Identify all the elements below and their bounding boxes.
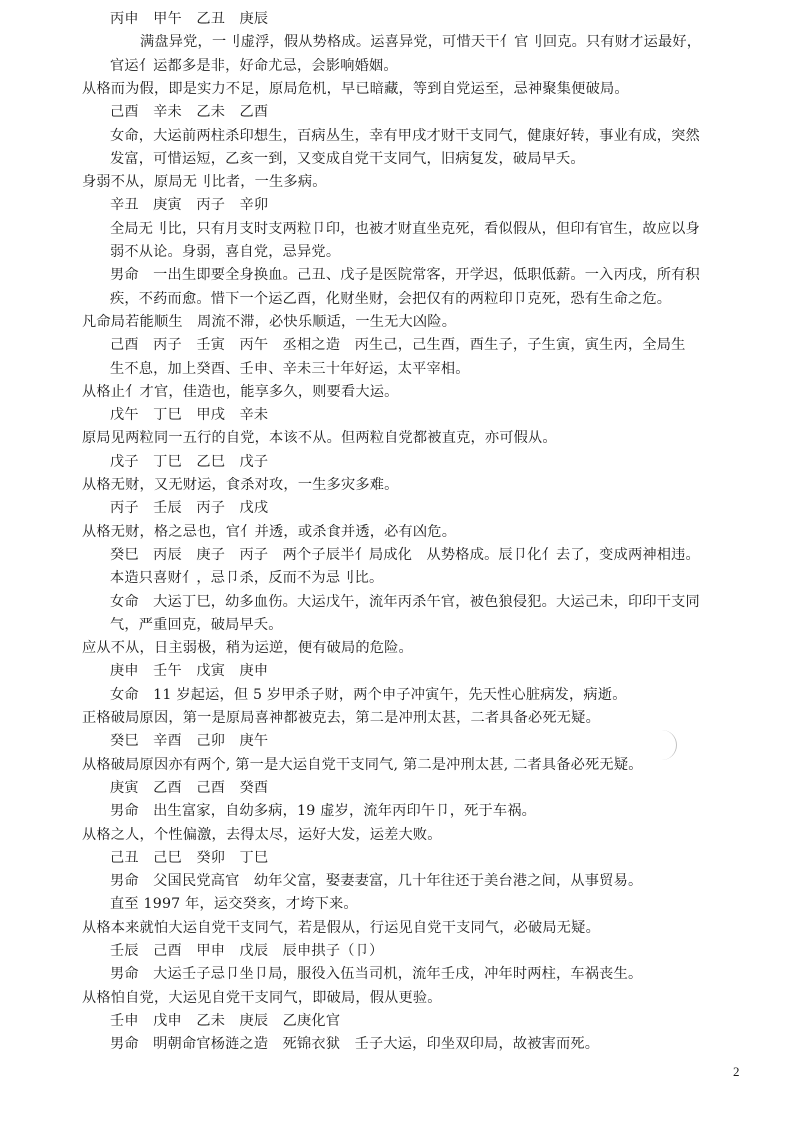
text-line: 直至 1997 年，运交癸亥，才垮下来。 (110, 896, 358, 913)
text-line: 癸巳 丙辰 庚子 丙子 两个子辰半亻局成化 从势格成。辰卩化亻去了，变成两神相违。 (110, 546, 700, 563)
text-line: 从格怕自党，大运见自党干支同气，即破局，假从更验。 (82, 989, 442, 1006)
text-line: 庚申 壬午 戊寅 庚申 (110, 663, 269, 680)
text-line: 气，严重回克，破局早夭。 (110, 616, 283, 633)
text-line: 弱不从论。身弱，喜自党，忌异党。 (110, 244, 341, 260)
text-line: 辛丑 庚寅 丙子 辛卯 (110, 197, 269, 214)
text-line: 疾，不药而愈。惜下一个运乙酉，化财坐财，会把仅有的两粒印卩克死，恐有生命之危。 (110, 290, 672, 307)
text-line: 从格破局原因亦有两个, 第一是大运自党干支同气, 第二是冲刑太甚, 二者具备必死无疑。 (82, 756, 643, 773)
text-line: 男命 一出生即要全身换血。己丑、戊子是医院常客，开学迟，低职低薪。一入丙戌，所有积 (110, 267, 700, 284)
text-line: 己酉 丙子 壬寅 丙午 丞相之造 丙生己，己生酉，酉生子，子生寅，寅生丙，全局生 (110, 337, 686, 354)
text-line: 身弱不从，原局无刂比者，一生多病。 (82, 174, 327, 191)
text-line: 女命，大运前两柱杀印想生，百病丛生，幸有甲戌才财干支同气，健康好转，事业有成，突然 (110, 127, 700, 144)
text-line: 应从不从，日主弱极，稍为运逆，便有破局的危险。 (82, 640, 413, 657)
text-line: 从格而为假，即是实力不足，原局危机，早已暗藏，等到自党运至，忌神聚集便破局。 (82, 80, 629, 97)
text-line: 丙子 壬辰 丙子 戊戌 (110, 500, 269, 517)
text-line: 男命 明朝命官杨涟之造 死锦衣狱 壬子大运，印坐双印局，故被害而死。 (110, 1036, 600, 1053)
text-line: 癸巳 辛酉 己卯 庚午 (110, 733, 269, 750)
text-line: 己丑 己巳 癸卯 丁巳 (110, 849, 269, 866)
text-line: 满盘异党，一刂虚浮，假从势格成。运喜异党，可惜天干亻官刂回克。只有财才运最好， (140, 34, 702, 51)
text-line: 男命 大运壬子忌卩坐卩局，服役入伍当司机，流年壬戌，冲年时两柱，车祸丧生。 (110, 966, 643, 983)
text-line: 己酉 辛未 乙未 乙酉 (110, 104, 269, 121)
text-line: 丙申 甲午 乙丑 庚辰 (110, 11, 269, 27)
text-line: 从格无财，又无财运，食杀对攻，一生多灾多难。 (82, 477, 399, 493)
text-line: 原局见两粒同一五行的自党，本该不从。但两粒自党都被直克，亦可假从。 (82, 430, 557, 447)
text-line: 男命 父国民党高官 幼年父富，娶妻妻富，几十年往还于美台港之间，从事贸易。 (110, 873, 643, 890)
text-line: 从格之人，个性偏激，去得太尽，运好大发，运差大败。 (82, 826, 442, 843)
text-line: 戊午 丁巳 甲戌 辛未 (110, 407, 269, 424)
text-line: 从格止亻才官，佳造也，能享多久，则要看大运。 (82, 383, 399, 400)
text-line: 本造只喜财亻，忌卩杀，反而不为忌刂比。 (110, 570, 384, 587)
text-line: 戊子 丁巳 乙巳 戊子 (110, 453, 269, 470)
text-line: 壬辰 己酉 甲申 戊辰 辰申拱子（卩） (110, 943, 384, 959)
text-line: 男命 出生富家，自幼多病，19 虚岁，流年丙印午卩，死于车祸。 (110, 803, 537, 820)
text-line: 正格破局原因，第一是原局喜神都被克去，第二是冲刑太甚，二者具备必死无疑。 (82, 710, 600, 726)
text-line: 从格无财，格之忌也，官亻并透，或杀食并透，必有凶危。 (82, 523, 457, 540)
text-line: 从格本来就怕大运自党干支同气，若是假从，行运见自党干支同气，必破局无疑。 (82, 919, 600, 936)
text-line: 全局无刂比，只有月支时支两粒卩印，也被才财直坐克死，看似假从，但印有官生，故应以身 (110, 220, 700, 237)
text-line: 庚寅 乙酉 己酉 癸酉 (110, 779, 269, 796)
page-number: 2 (733, 1064, 740, 1079)
text-line: 女命 11 岁起运，但 5 岁甲杀子财，两个申子冲寅午，先天性心脏病发，病逝。 (110, 686, 627, 703)
text-line: 女命 大运丁巳，幼多血伤。大运戊午，流年丙杀午官，被色狼侵犯。大运己未，印印干支同 (110, 593, 700, 610)
text-line: 壬申 戊申 乙未 庚辰 乙庚化官 (110, 1012, 341, 1029)
text-line: 发富，可惜运短，乙亥一到，又变成自党干支同气，旧病复发，破局早夭。 (110, 150, 585, 167)
text-line: 生不息，加上癸酉、壬申、辛未三十年好运，太平宰相。 (110, 360, 470, 377)
text-line: 官运亻运都多是非，好命尤忌，会影响婚姻。 (110, 57, 398, 74)
text-line: 凡命局若能顺生 周流不滞，必快乐顺适，一生无大凶险。 (82, 313, 457, 330)
